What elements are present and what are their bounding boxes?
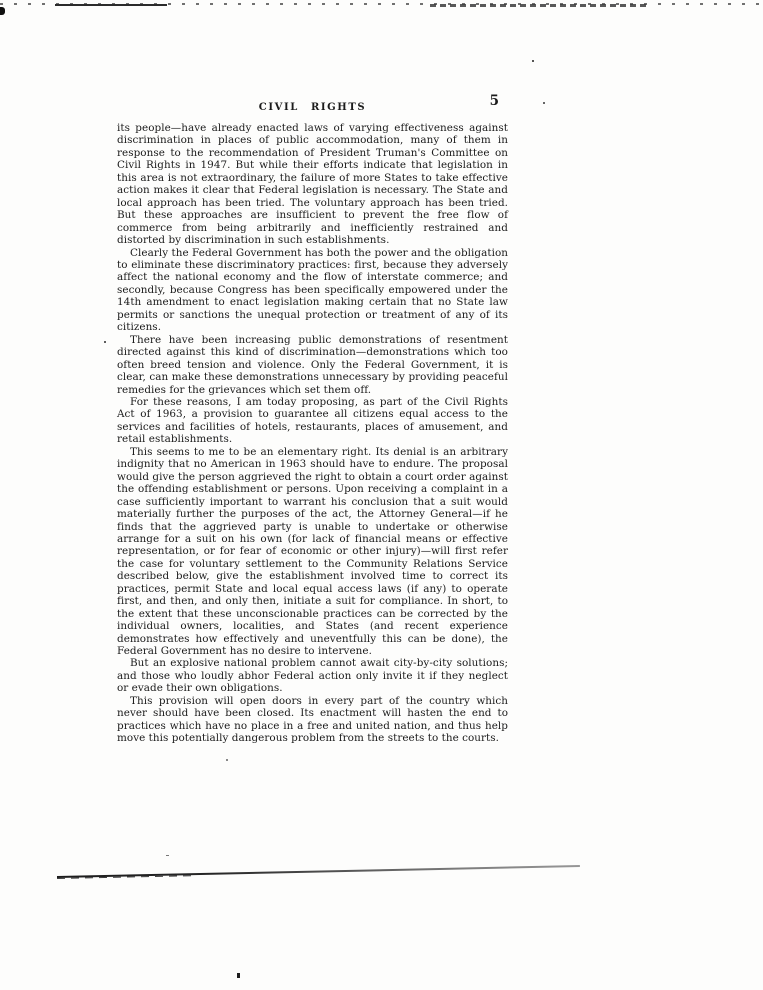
scan-artifact-bottom-rule — [57, 865, 580, 878]
paragraph: Clearly the Federal Government has both the power and the obligation to eliminate these discriminatory practices: first, because they adversely affect the national economy and the flow of interstate commerce; and secondly, because Congress has been specifically empowered under the 14th amendment to enact legislation making certain that no State law permits or sanctions the unequal protection or treatment of any of its citizens. — [117, 246, 508, 334]
paragraph: This provision will open doors in every part of the country which never should have been closed. Its enactment will hasten the end to practices which have no place in a free and united nation, and thus help move this potentially dangerous problem from the streets to the courts. — [117, 694, 508, 745]
paragraph: its people—have already enacted laws of varying effectiveness against discrimination in places of public accommodation, many of them in response to the recommendation of President Truman's Committee on Civil Rights in 1947. But while their efforts indicate that legislation in this area is not extraordinary, the failure of more States to take effective action makes it clear that Federal legislation is necessary. The State and local approach has been tried. The voluntary approach has been tried. But these approaches are insufficient to prevent the free flow of commerce from being arbitrarily and inefficiently restrained and distorted by discrimination in such establishments. — [117, 122, 508, 247]
scan-speck — [226, 759, 228, 761]
scan-speck — [532, 60, 534, 62]
paragraph: This seems to me to be an elementary right. Its denial is an arbitrary indignity that no American in 1963 should have to endure. The proposal would give the person aggrieved the right to obtain a court order against the offending establishment or persons. Upon receiving a complaint in a case sufficiently important to warrant his conclusion that a suit would materially further the purposes of the act, the Attorney General—if he finds that the aggrieved party is unable to undertake or otherwise arrange for a suit on his own (for lack of financial means or effective representation, or for fear of economic or other injury)—will first refer the case for voluntary settlement to the Community Relations Service described below, give the establishment involved time to correct its practices, permit State and local equal access laws (if any) to operate first, and then, and only then, initiate a suit for compliance. In short, to the extent that these unconscionable practices can be corrected by the individual owners, localities, and States (and recent experience demonstrates how effectively and uneventfully this can be done), the Federal Government has no desire to intervene. — [117, 445, 508, 658]
page-number: 5 — [489, 93, 499, 109]
running-header — [117, 95, 508, 111]
scan-speck — [237, 973, 240, 978]
scan-speck — [543, 102, 545, 104]
scan-speck — [104, 341, 106, 343]
paragraph: There have been increasing public demonstrations of resentment directed against this kind of discrimination—demonstrations which too often breed tension and violence. Only the Federal Government, it is clear, can make these demonstrations unnecessary by providing peaceful remedies for the grievances which set them off. — [117, 333, 508, 396]
scan-artifact-corner-blob — [0, 7, 5, 15]
scan-artifact-top-dense-dashes — [430, 4, 646, 7]
paragraph: But an explosive national problem cannot await city-by-city solutions; and those who loudly abhor Federal action only invite it if they neglect or evade their own obligations. — [117, 657, 508, 695]
paragraph: For these reasons, I am today proposing, as part of the Civil Rights Act of 1963, a provision to guarantee all citizens equal access to the services and facilities of hotels, restaurants, places of amusement, and retail establishments. — [117, 395, 508, 446]
scan-speck — [166, 855, 169, 856]
page-header-title: CIVIL RIGHTS — [258, 102, 367, 113]
body-text — [117, 122, 508, 745]
scan-artifact-top-dark-segment — [55, 4, 167, 6]
